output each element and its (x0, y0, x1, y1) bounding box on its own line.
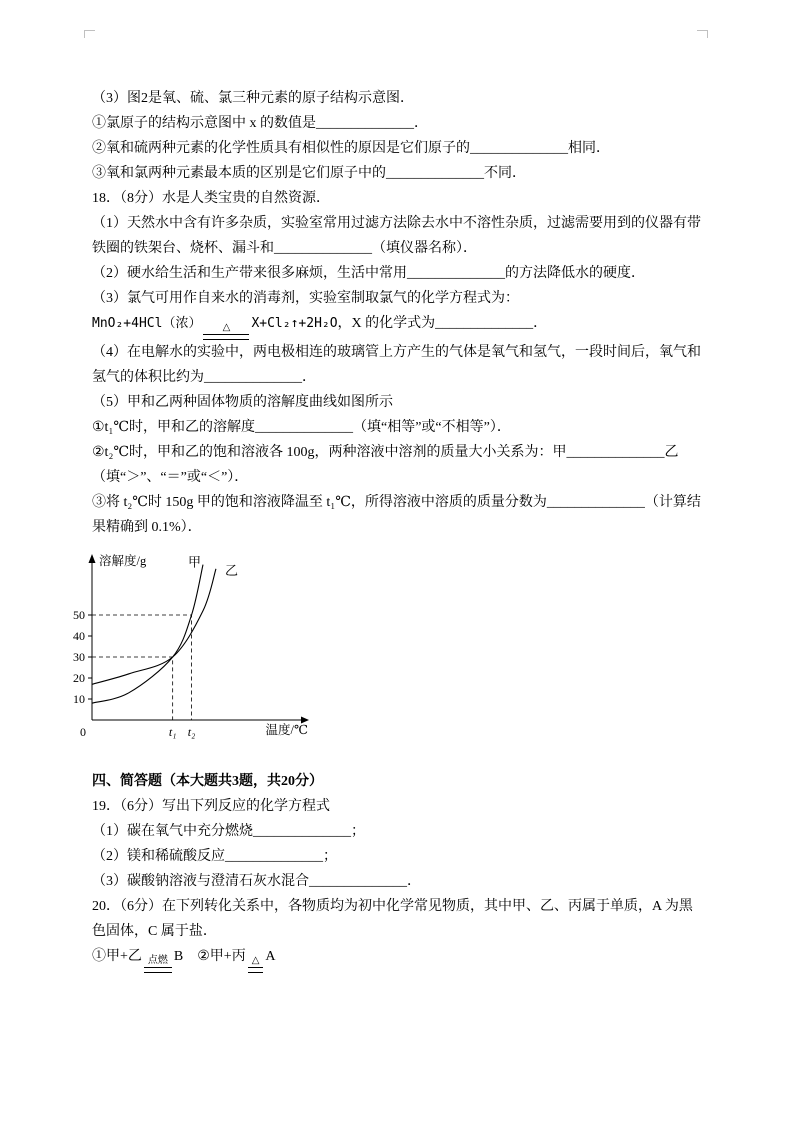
q18-part5-intro: （5）甲和乙两种固体物质的溶解度曲线如图所示 (92, 395, 393, 410)
q18-part5-sub3: ③将 t₂℃时 150g 甲的饱和溶液降温至 t₁℃，所得溶液中溶质的质量分数为______________（计算结果精确到 0.1%）． (92, 495, 701, 535)
q18-part5-sub2: ②t₂℃时，甲和乙的饱和溶液各 100g，两种溶液中溶剂的质量大小关系为：甲______________乙（填“＞”、“＝”或“＜”）． (92, 445, 679, 485)
curve-name-label: 甲 (188, 554, 202, 570)
y-axis-arrow-icon (89, 554, 96, 563)
x-tick-label: t₁ (168, 725, 177, 739)
margin-mark-top-left (84, 30, 95, 38)
equals-line (248, 967, 264, 973)
q17-3-sub2: ②氧和硫两种元素的化学性质具有相似性的原因是它们原子的______________相同． (92, 141, 610, 156)
q20-equations (92, 944, 702, 973)
reaction-condition-delta (203, 322, 249, 340)
q18-part3-intro: （3）氯气可用作自来水的消毒剂，实验室制取氯气的化学方程式为： (92, 291, 519, 306)
ignite-condition-label: 点燃 (147, 955, 168, 966)
q18-chlorine-equation (92, 311, 702, 340)
q20-eq2-product: A (265, 949, 276, 964)
q20-eq1-product: B (173, 949, 184, 964)
x-axis-title: 温度/℃ (265, 723, 308, 737)
dashed-guide (92, 615, 192, 720)
reaction-condition-ignite (144, 955, 172, 973)
y-tick-label: 40 (73, 629, 85, 643)
q18-part5-sub1: ①t₁℃时，甲和乙的溶解度______________（填“相等”或“不相等”）． (92, 420, 511, 435)
equals-line (144, 967, 172, 973)
equation-tail: ，X 的化学式为______________． (337, 316, 548, 331)
q17-3-intro: （3）图2是氧、硫、氯三种元素的原子结构示意图． (92, 91, 414, 106)
delta-icon: △ (222, 322, 231, 333)
x-tick-label: t₂ (187, 725, 196, 739)
equation-products: X+Cl₂↑+2H₂O (251, 316, 338, 331)
origin-label: 0 (80, 725, 86, 739)
solubility-curve-yi (92, 569, 216, 685)
y-tick-label: 20 (73, 671, 85, 685)
q18-part4: （4）在电解水的实验中，两电极相连的玻璃管上方产生的气体是氧气和氢气，一段时间后，氧气和氢气的体积比约为______________． (92, 345, 701, 385)
solubility-curve-svg (62, 548, 382, 750)
section4-heading: 四、简答题（本大题共3题，共20分） (92, 774, 323, 789)
q18-part2: （2）硬水给生活和生产带来很多麻烦，生活中常用______________的方法降低水的硬度． (92, 266, 645, 281)
curve-name-label: 乙 (224, 562, 238, 578)
y-tick-label: 10 (73, 692, 85, 706)
q20-head: 20．（6分）在下列转化关系中，各物质均为初中化学常见物质，其中甲、乙、丙属于单质，A 为黑色固体，C 属于盐． (92, 899, 693, 939)
equation-reactants: MnO₂+4HCl（浓） (92, 316, 202, 331)
q18-part1: （1）天然水中含有许多杂质，实验室常用过滤方法除去水中不溶性杂质，过滤需要用到的仪器有带铁圈的铁架台、烧杯、漏斗和______________（填仪器名称）． (92, 216, 701, 256)
q19-part2: （2）镁和稀硫酸反应______________； (92, 849, 337, 864)
y-tick-label: 30 (73, 650, 85, 664)
q20-eq1-reactants: ①甲+乙 (92, 949, 142, 964)
q19-part1: （1）碳在氧气中充分燃烧______________； (92, 824, 365, 839)
q19-part3: （3）碳酸钠溶液与澄清石灰水混合______________． (92, 874, 421, 889)
y-axis-title: 溶解度/g (99, 554, 147, 568)
margin-mark-top-right (697, 30, 708, 38)
solubility-curve-chart (62, 548, 702, 759)
dashed-guide (92, 657, 173, 720)
q17-3-sub3: ③氧和氯两种元素最本质的区别是它们原子中的______________不同． (92, 166, 526, 181)
q20-eq2-reactants: ②甲+丙 (197, 949, 246, 964)
q19-head: 19．（6分）写出下列反应的化学方程式 (92, 799, 330, 814)
q18-head: 18．（8分）水是人类宝贵的自然资源． (92, 191, 330, 206)
solubility-curve-jia (92, 565, 203, 704)
q17-3-sub1: ①氯原子的结构示意图中 x 的数值是______________． (92, 116, 428, 131)
reaction-condition-delta2 (248, 955, 264, 973)
delta-icon: △ (251, 955, 260, 966)
y-tick-label: 50 (73, 608, 85, 622)
